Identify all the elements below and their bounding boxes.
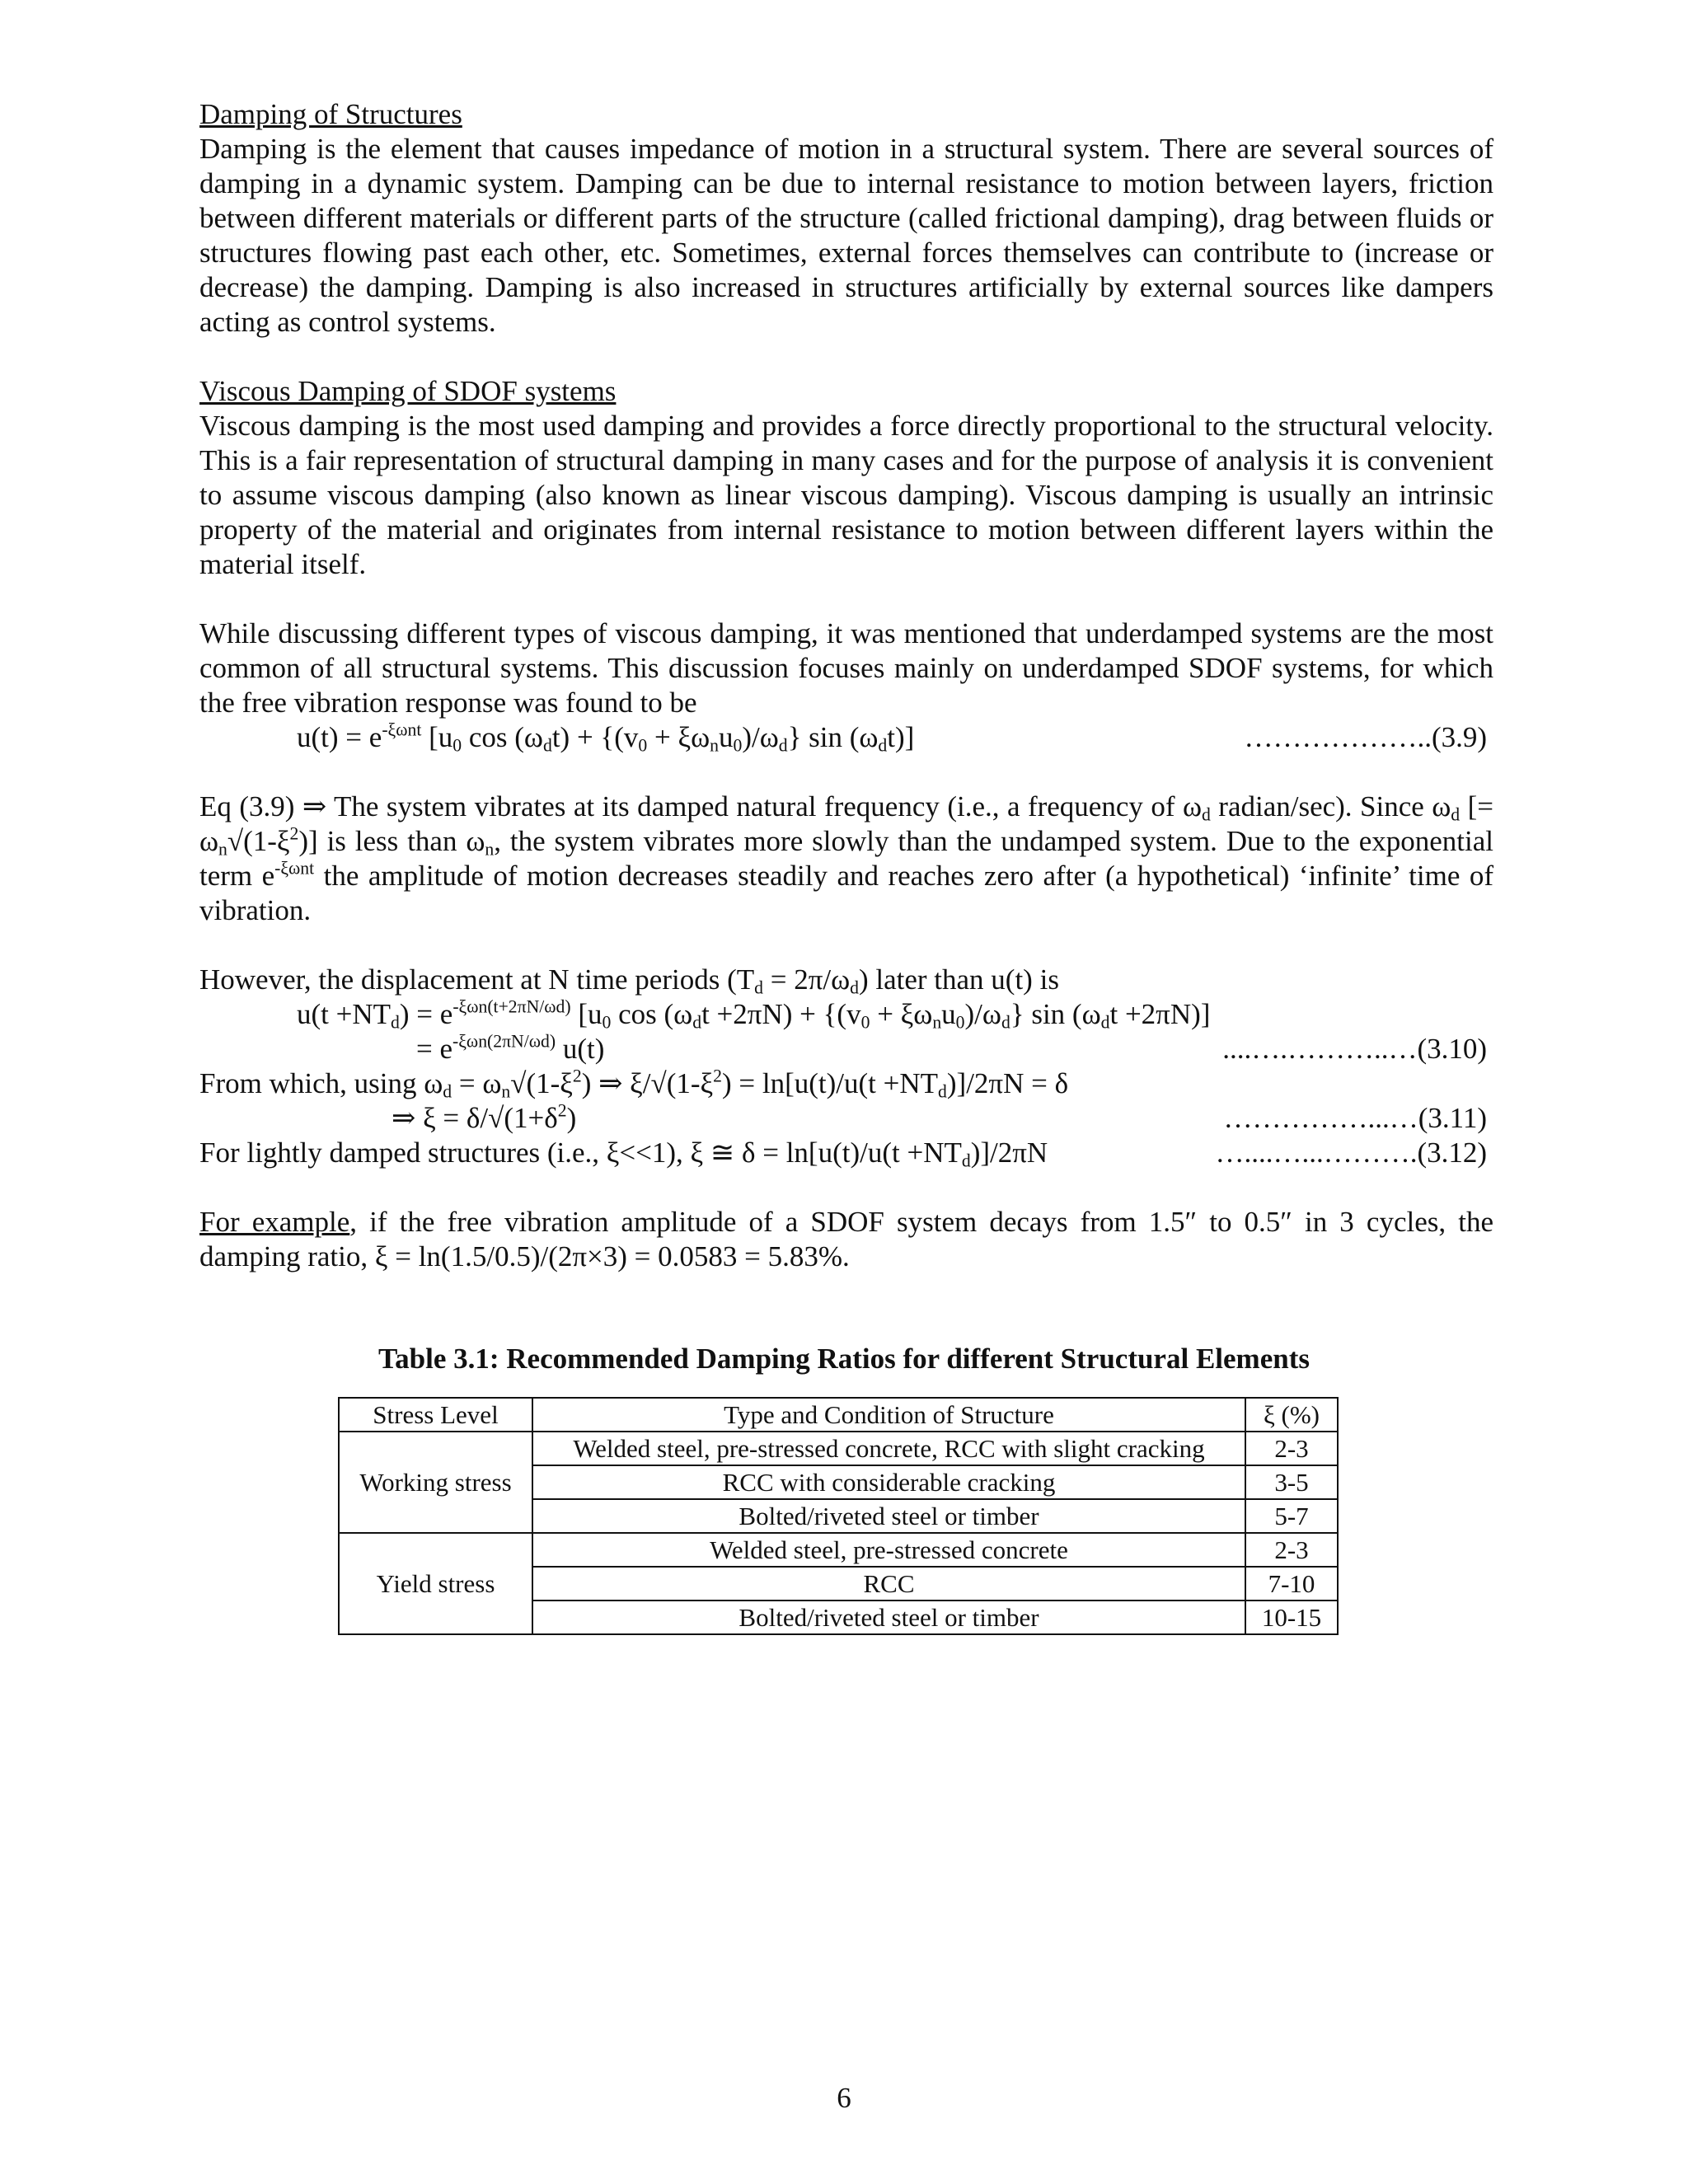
paragraph-example: For example, if the free vibration amplitude of a SDOF system decays from 1.5″ to 0.5″ in 3 cycles, the damping ratio, ξ = ln(1.5/0.5)/(2π×3) = 0.0583 = 5.83%. [199,1206,1493,1272]
stress-level-cell: Yield stress [339,1533,532,1634]
equation-3-10-line-2: = $e^{-\xi\omega n(2\pi N/\omega d)}$ u(t) ....….………..…(3.10) [416,1031,1487,1065]
paragraph-eq-3-9-discussion: Eq (3.9) ⇒ The system vibrates at its damped natural frequency (i.e., a frequency of $\omega_d$ radian/sec). Since $\omega_d$ [= $\omega_n√(1-\xi^2)$] is less than $\omega_n$, the system vibrates more slowly than the undamped system. Due to the exponential term $e^{-\xi\omega nt}$ the amplitude of motion decreases steadily and reaches zero after (a hypothetical) ‘infinite’ time of vibration. [199,790,1494,926]
table-row [339,1533,1338,1567]
table-caption: Table 3.1: Recommended Damping Ratios for different Structural Elements [378,1343,1310,1375]
ratio-cell: 5-7 [1245,1499,1338,1533]
ratio-cell: 3-5 [1245,1465,1338,1499]
table-row [339,1432,1338,1465]
damping-ratio-table [338,1397,1339,1635]
type-cell: RCC [532,1567,1245,1601]
equation-number-3-12: …....…...……….(3.12) [1215,1137,1487,1169]
paragraph-damping-intro: Damping is the element that causes impedance of motion in a structural system. There are several sources of damping in a dynamic system. Damping can be due to internal resistance to motion between layers, friction between different materials or different parts of the structure (called frictional damping), drag between fluids or structures flowing past each other, etc. Sometimes, external forces themselves can contribute to (increase or decrease) the damping. Damping is also increased in structures artificially by external sources like dampers acting as control systems. [199,133,1493,338]
equation-3-10-line-1: $u(t +NT_d) = e^{-\xi\omega n(t+2\pi N/\omega d)}$ [$u_0$ $\cos (\omega_dt +2\pi N) + \{(v_0 + \xi\omega_nu_0)/\omega_d\}$ $\sin (\omega_dt +2\pi N)$] [297,996,1211,1033]
equation-number-3-11: ……………...…(3.11) [1223,1102,1487,1134]
type-cell: Welded steel, pre-stressed concrete [532,1533,1245,1567]
type-cell: Bolted/riveted steel or timber [532,1499,1245,1533]
stress-level-cell: Working stress [339,1432,532,1533]
ratio-cell: 2-3 [1245,1432,1338,1465]
paragraph-viscous-intro: Viscous damping is the most used damping and provides a force directly proportional to the structural velocity. This is a fair representation of structural damping in many cases and for the purpose of analysis it is convenient to assume viscous damping (also known as linear viscous damping). Viscous damping is usually an intrinsic property of the material and originates from internal resistance to motion between different layers within the material itself. [199,410,1493,580]
ratio-cell: 10-15 [1245,1601,1338,1634]
equation-3-11-line-2: ⇒ $\xi = \delta/√(1+\delta^2)$ ……………...…(3.11) [392,1100,1487,1134]
equation-3-9: $u(t) = e^{-\xi\omega nt}$ [$u_0$ $\cos (\omega_dt) + \{(v_0 + \xi\omega_nu_0)/\omega_d\}$ $\sin (\omega_dt)$] ………………..(3.9) [297,719,1487,756]
ratio-cell: 7-10 [1245,1567,1338,1601]
section-heading-damping: Damping of Structures [199,98,462,130]
example-label: For example [199,1206,350,1238]
document-page [199,97,1493,1274]
section-heading-viscous: Viscous Damping of SDOF systems [199,375,617,407]
header-damping-ratio: ξ (%) [1245,1398,1338,1432]
type-cell: Bolted/riveted steel or timber [532,1601,1245,1634]
header-stress-level: Stress Level [339,1398,532,1432]
page-number: 6 [837,2082,851,2114]
paragraph-underdamped: While discussing different types of viscous damping, it was mentioned that underdamped systems are the most common of all structural systems. This discussion focuses mainly on underdamped SDOF systems, for which the free vibration response was found to be [199,617,1493,719]
ratio-cell: 2-3 [1245,1533,1338,1567]
header-type-condition: Type and Condition of Structure [532,1398,1245,1432]
paragraph-displacement: However, the displacement at N time periods $(T_d = 2\pi/\omega_d)$ later than u(t) is [199,963,1059,998]
type-cell: Welded steel, pre-stressed concrete, RCC with slight cracking [532,1432,1245,1465]
equation-3-11-line-1: From which, using $\omega_d = \omega_n√(1-\xi^2)$ ⇒ $\xi/√(1-\xi^2) = \ln[u(t)/u(t +NT_d)]/2\pi N = \delta$ [199,1066,1069,1102]
equation-number-3-9: ………………..(3.9) [1244,721,1487,753]
equation-3-12: For lightly damped structures (i.e., ξ<<1), ξ ≅ $\delta = \ln[u(t)/u(t +NT_d)]/2\pi N$ …....…...……….(3.12) [199,1137,1487,1171]
type-cell: RCC with considerable cracking [532,1465,1245,1499]
equation-number-3-10: ....….………..…(3.10) [1222,1033,1487,1065]
table-header-row [339,1398,1338,1432]
